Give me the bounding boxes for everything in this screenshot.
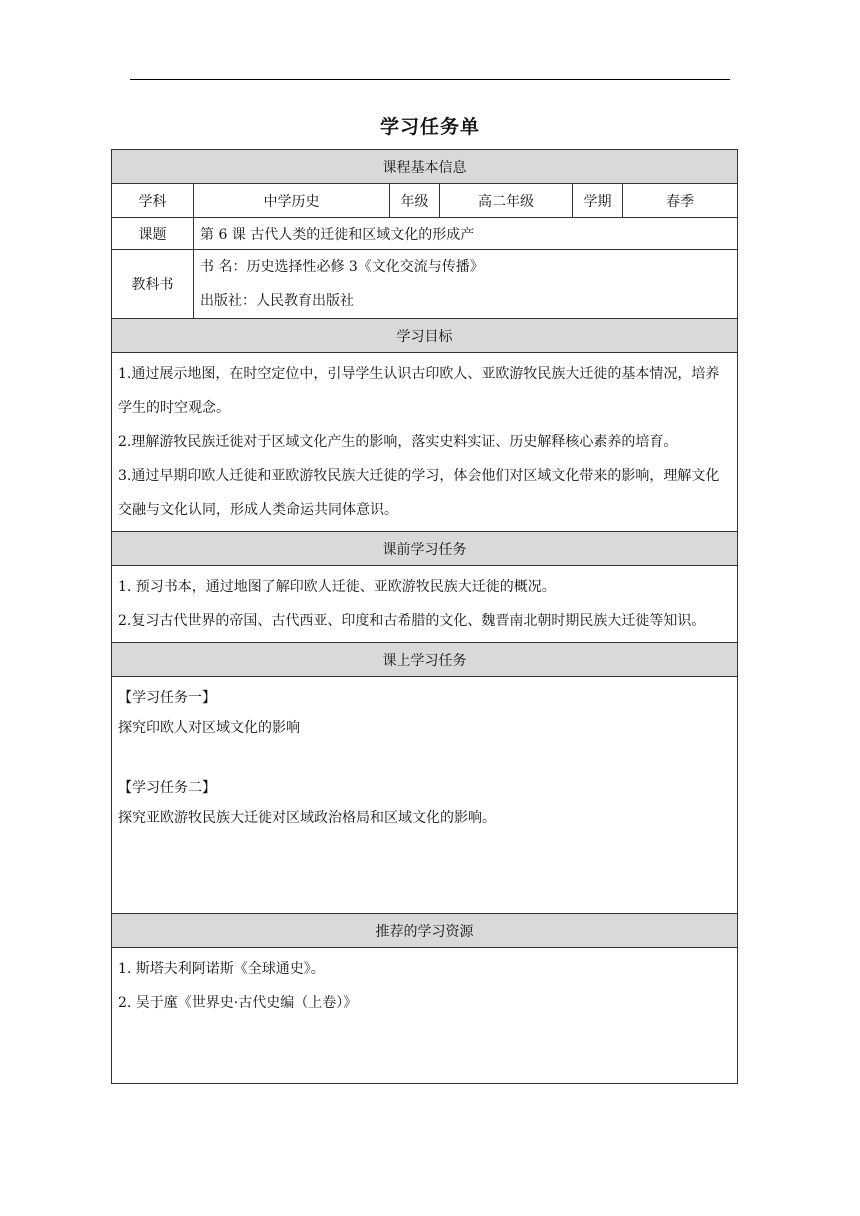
section-title: 推荐的学习资源 — [112, 914, 738, 948]
topic-row — [112, 218, 738, 250]
grade-value: 高二年级 — [440, 184, 573, 218]
section-title: 学习目标 — [112, 319, 738, 353]
resource-item: 2. 吴于廑《世界史·古代史编（上卷）》 — [118, 995, 358, 1011]
task2-title: 【学习任务二】 — [118, 780, 216, 796]
objective-item: 3.通过早期印欧人迁徙和亚欧游牧民族大迁徙的学习，体会他们对区域文化带来的影响，理解文化交融与文化认同，形成人类命运共同体意识。 — [118, 468, 720, 518]
topic-label: 课题 — [112, 218, 194, 250]
textbook-row — [112, 250, 738, 319]
task-sheet-table — [111, 149, 738, 1084]
pre-class-row — [112, 566, 738, 643]
objectives-row — [112, 353, 738, 532]
subject-label: 学科 — [112, 184, 194, 218]
textbook-publisher: 出版社：人民教育出版社 — [200, 293, 354, 309]
resource-item: 1. 斯塔夫利阿诺斯《全球通史》。 — [118, 961, 325, 977]
resources-list — [112, 948, 738, 1084]
term-label: 学期 — [573, 184, 623, 218]
task1-title: 【学习任务一】 — [118, 690, 216, 706]
grade-label: 年级 — [390, 184, 440, 218]
textbook-details — [194, 250, 738, 319]
pre-class-item: 2.复习古代世界的帝国、古代西亚、印度和古希腊的文化、魏晋南北朝时期民族大迁徙等知识。 — [118, 613, 706, 629]
textbook-name: 书 名：历史选择性必修 3《文化交流与传播》 — [200, 259, 484, 275]
textbook-label: 教科书 — [112, 250, 194, 319]
in-class-tasks — [112, 677, 738, 914]
section-title: 课上学习任务 — [112, 643, 738, 677]
topic-value: 第 6 课 古代人类的迁徙和区域文化的形成产 — [194, 218, 738, 250]
section-header-pre-class — [112, 532, 738, 566]
section-title: 课前学习任务 — [112, 532, 738, 566]
task2-desc: 探究亚欧游牧民族大迁徙对区域政治格局和区域文化的影响。 — [118, 810, 496, 826]
page-title: 学习任务单 — [379, 116, 480, 138]
task1-desc: 探究印欧人对区域文化的影响 — [118, 720, 300, 736]
section-header-in-class — [112, 643, 738, 677]
section-header-basic-info — [112, 150, 738, 184]
subject-value: 中学历史 — [194, 184, 390, 218]
resources-row — [112, 948, 738, 1084]
info-row — [112, 184, 738, 218]
pre-class-list — [112, 566, 738, 643]
objective-item: 1.通过展示地图，在时空定位中，引导学生认识古印欧人、亚欧游牧民族大迁徙的基本情况，培养学生的时空观念。 — [118, 366, 720, 416]
pre-class-item: 1. 预习书本，通过地图了解印欧人迁徙、亚欧游牧民族大迁徙的概况。 — [118, 579, 556, 595]
section-header-objectives — [112, 319, 738, 353]
in-class-row — [112, 677, 738, 914]
objectives-list — [112, 353, 738, 532]
section-title: 课程基本信息 — [112, 150, 738, 184]
objective-item: 2.理解游牧民族迁徙对于区域文化产生的影响，落实史料实证、历史解释核心素养的培育。 — [118, 434, 678, 450]
term-value: 春季 — [623, 184, 738, 218]
section-header-resources — [112, 914, 738, 948]
header-rule — [130, 79, 730, 80]
